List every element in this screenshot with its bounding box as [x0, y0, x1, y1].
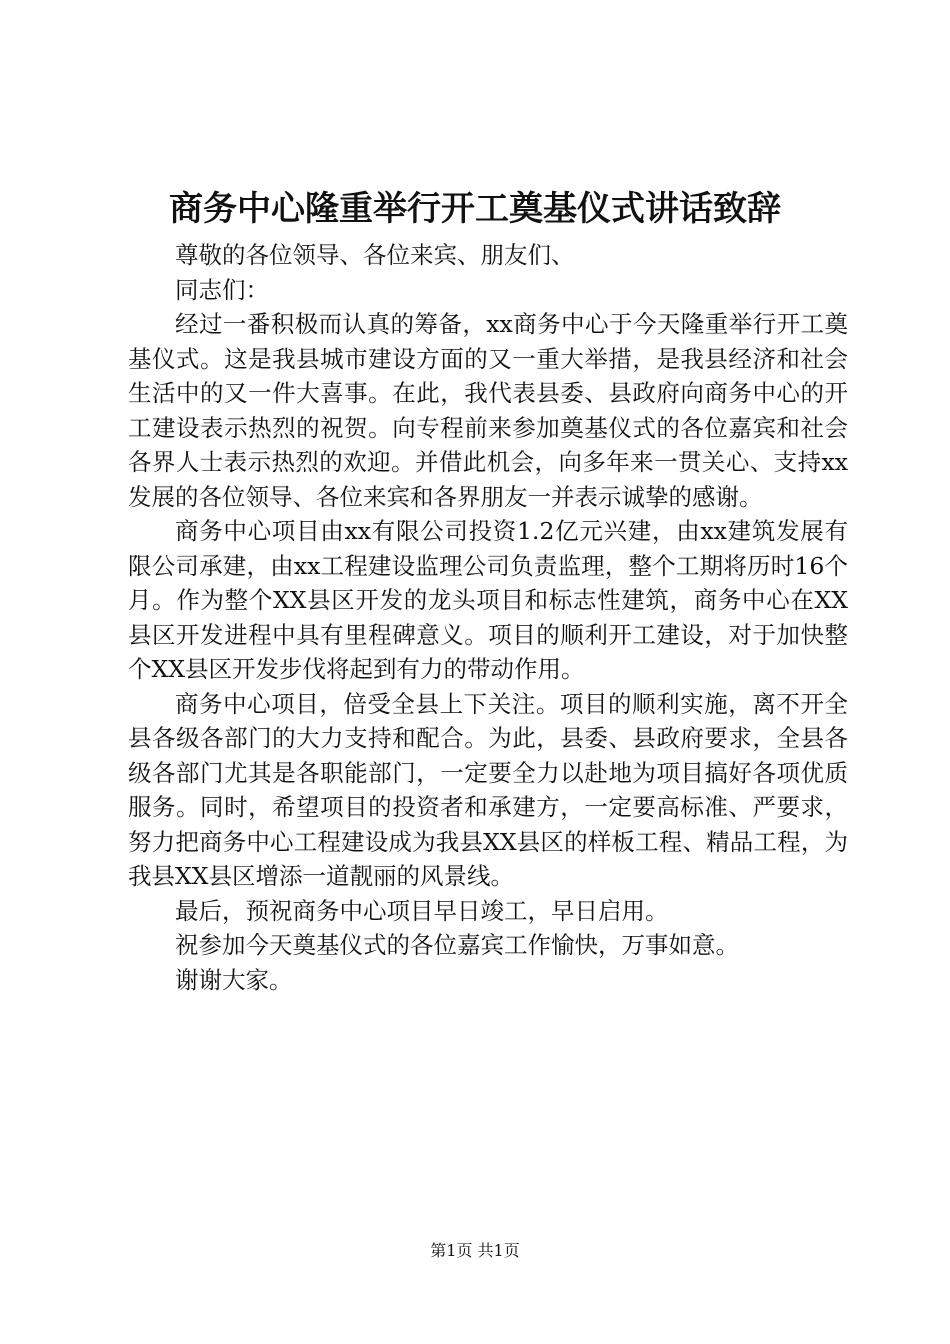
salutation-line: 尊敬的各位领导、各位来宾、朋友们、: [175, 241, 575, 269]
document-body: [128, 238, 848, 997]
closing-line: 最后，预祝商务中心项目早日竣工，早日启用。: [175, 896, 669, 925]
salutation-line: 同志们：: [175, 275, 269, 304]
closing-line: 祝参加今天奠基仪式的各位嘉宾工作愉快，万事如意。: [175, 931, 739, 959]
closing-line: 谢谢大家。: [175, 965, 293, 994]
document-title: 商务中心隆重举行开工奠基仪式讲话致辞: [169, 189, 781, 229]
body-paragraph: 商务中心项目，倍受全县上下关注。项目的顺利实施，离不开全县各级各部门的大力支持和配合。为此，县委、县政府要求，全县各级各部门尤其是各职能部门，一定要全力以赴地为项目搞好各项优质服务。同时，希望项目的投资者和承建方，一定要高标准、严要求，努力把商务中心工程建设成为我县XX县区的样板工程、精品工程，为我县XX县区增添一道靓丽的风景线。: [128, 689, 848, 890]
body-paragraph: 经过一番积极而认真的筹备，xx商务中心于今天隆重举行开工奠基仪式。这是我县城市建设方面的又一重大举措，是我县经济和社会生活中的又一件大喜事。在此，我代表县委、县政府向商务中心的开工建设表示热烈的祝贺。向专程前来参加奠基仪式的各位嘉宾和社会各界人士表示热烈的欢迎。并借此机会，向多年来一贯关心、支持xx发展的各位领导、各位来宾和各界朋友一并表示诚挚的感谢。: [128, 310, 848, 511]
page-number-label: 第1页 共1页: [430, 1241, 520, 1260]
page-footer: [0, 1240, 950, 1262]
body-paragraph: 商务中心项目由xx有限公司投资1.2亿元兴建，由xx建筑发展有限公司承建，由xx工程建设监理公司负责监理，整个工期将历时16个月。作为整个XX县区开发的龙头项目和标志性建筑，商务中心在XX县区开发进程中具有里程碑意义。项目的顺利开工建设，对于加快整个XX县区开发步伐将起到有力的带动作用。: [128, 517, 848, 683]
